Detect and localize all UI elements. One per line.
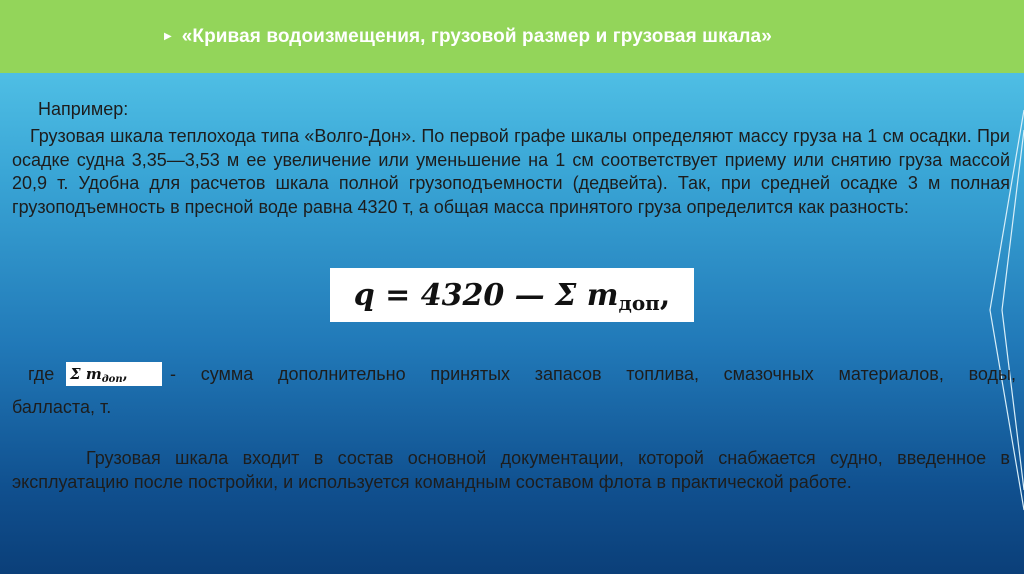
where-continuation: балласта, т. bbox=[12, 397, 112, 417]
formula-image bbox=[330, 268, 694, 322]
where-symbol-suffix: , bbox=[122, 365, 128, 383]
where-word: где bbox=[28, 364, 55, 384]
where-symbol-main: Σ m bbox=[70, 365, 102, 383]
title-bar bbox=[0, 0, 1024, 73]
example-label: Например: bbox=[38, 99, 129, 119]
formula-subscript: доп bbox=[618, 291, 660, 315]
where-text: - сумма дополнительно принятых запасов топлива, смазочных материалов, воды, bbox=[170, 364, 1016, 384]
where-line bbox=[12, 362, 1016, 388]
formula-main: q = 4320 — Σ m bbox=[353, 277, 619, 313]
paragraph-documentation: Грузовая шкала входит в состав основной документации, которой снабжается судно, введенное в эксплуатацию после постройки, и используется командным составом флота в практической работе. bbox=[12, 448, 1010, 492]
slide-title: «Кривая водоизмещения, грузовой размер и грузовая шкала» bbox=[181, 25, 772, 47]
triangle-right-icon: ▶ bbox=[164, 31, 172, 42]
paragraph-cargo-scale: Грузовая шкала теплохода типа «Волго-Дон». По первой графе шкалы определяют массу груза на 1 см осадки. При осадке судна 3,35—3,53 м ее увеличение или уменьшение на 1 см соответствует приему или снятию груза массой 20,9 т. Удобна для расчетов шкала полной грузоподъемности (дедвейта). Так, при средней осадке 3 м полная грузоподъемность в пресной воде равна 4320 т, а общая масса принятого груза определится как разность: bbox=[12, 126, 1010, 217]
formula-suffix: , bbox=[659, 277, 671, 313]
where-symbol-subscript: доп bbox=[101, 373, 123, 385]
where-symbol-image bbox=[66, 362, 162, 386]
